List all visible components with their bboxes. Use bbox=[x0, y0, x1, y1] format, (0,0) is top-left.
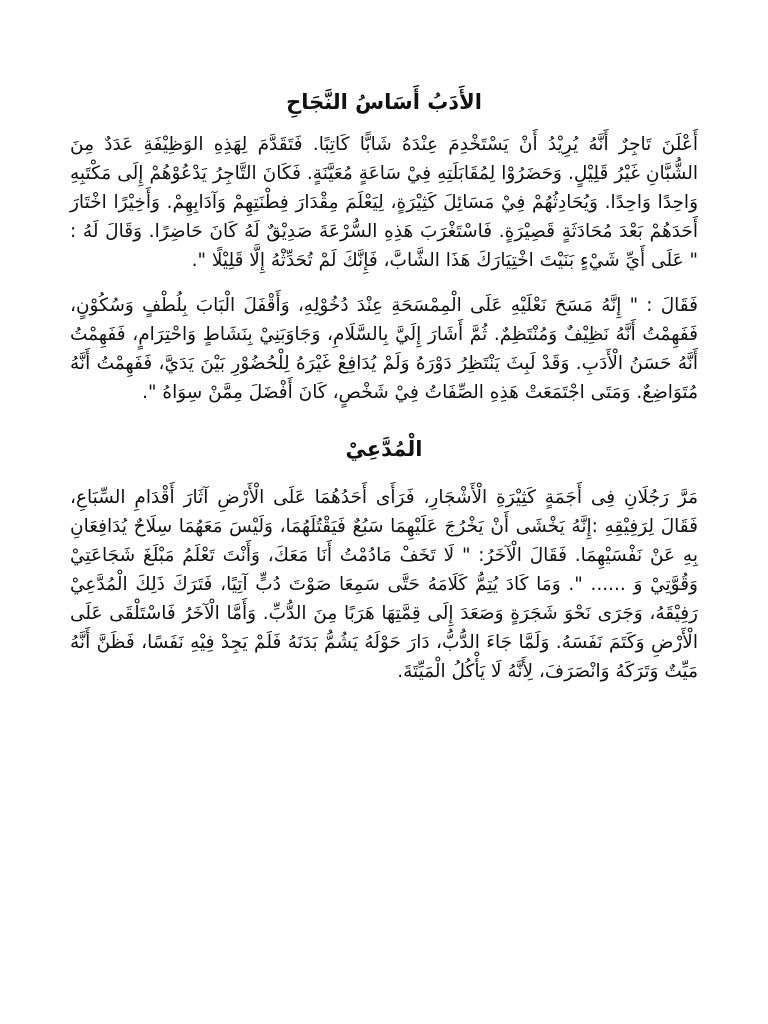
section-pretender bbox=[70, 433, 698, 686]
paragraph: مَرَّ رَجُلَانِ فِى أَجَمَةٍ كَثِيْرَةِ الْأَشْجَارِ، فَرَأَى أَحَدُهُمَا عَلَى الْأَرْضِ آثَارَ أَقْدَامِ السِّبَاعِ، فَقَالَ لِرَفِيْقِهِ :إِنَّهُ يَخْشَى أَنْ يَخْرُجَ عَلَيْهِمَا سَبُعٌ فَيَقْتُلَهُمَا، وَلَيْسَ مَعَهُمَا سِلَاحٌ يُدَافِعَانِ بِهِ عَنْ نَفْسَيْهِمَا. فَقَالَ الْآخَرُ: " لَا تَخَفْ مَادُمْتُ أَنَا مَعَكَ، وَأَنْتَ تَعْلَمُ مَبْلَغَ شَجَاعَتِيْ وَقُوَّتِيْ وَ ...... ". وَمَا كَادَ يُتِمُّ كَلَامَهُ حَتَّى سَمِعَا صَوْتَ دُبٍّ آتِيًا، فَتَرَكَ ذَلِكَ الْمُدَّعِيْ رَفِيْقَهُ، وَجَرَى نَحْوَ شَجَرَةٍ وَصَعَدَ إِلَى قِمَّتِهَا هَرَبًا مِنَ الدُّبِّ. وَأَمَّا الْآخَرُ فَاسْتَلْقَى عَلَى الْأَرْضِ وَكَتَمَ نَفَسَهُ. وَلَمَّا جَاءَ الدُّبُّ، دَارَ حَوْلَهُ يَشُمُّ بَدَنَهُ فَلَمْ يَجِدْ فِيْهِ نَفَسًا، فَظَنَّ أَنَّهُ مَيِّتٌ وَتَرَكَهُ وَانْصَرَفَ، لِأَنَّهُ لَا يَأْكُلُ الْمَيِّتَةَ. bbox=[70, 487, 698, 682]
paragraph: أَعْلَنَ تَاجِرٌ أَنَّهُ يُرِيْدُ أَنْ يَسْتَخْدِمَ عِنْدَهُ شَابًّا كَاتِبًا. فَتَقَدَّمَ لِهَذِهِ الوَظِيْفَةِ عَدَدٌ مِنَ الشُّبَّانِ غَيْرُ قَلِيْلٍ. وَحَضَرُوْا لِمُقَابَلَتِهِ فِيْ سَاعَةٍ مُعَيَّنَةٍ. فَكَانَ التَّاجِرُ يَدْعُوْهُمْ إِلَى مَكْتَبِهِ وَاحِدًا وَاحِدًا. وَيُحَادِثُهُمْ فِيْ مَسَائِلَ كَثِيْرَةٍ، لِيَعْلَمَ مِقْدَارَ فِطْنَتِهِمْ وَآدَابِهِمْ. وَأَخِيْرًا اخْتَارَ أَحَدَهُمْ بَعْدَ مُحَادَثَةٍ قَصِيْرَةٍ. فَاسْتَغْرَبَ هَذِهِ السُّرْعَةَ صَدِيْقٌ لَهُ كَانَ حَاضِرًا. وَقَالَ لَهُ : " عَلَى أَيِّ شَيْءٍ بَنَيْتَ اخْتِيَارَكَ هَذَا الشَّابَّ، فَإِنَّكَ لَمْ تُحَدِّثْهُ إِلَّا قَلِيْلًا ". bbox=[70, 134, 698, 271]
paragraph: فَقَالَ : " إِنَّهُ مَسَحَ نَعْلَيْهِ عَلَى الْمِمْسَحَةِ عِنْدَ دُخُوْلِهِ، وَأَقْفَلَ الْبَابَ بِلُطْفٍ وَسُكُوْنٍ، فَفَهِمْتُ أَنَّهُ نَظِيْفٌ وَمُنْتَظِمٌ. ثُمَّ أَشَارَ إِلَيَّ بِالسَّلَامِ، وَجَاوَبَنِيْ بِنَشَاطٍ وَاحْتِرَامٍ، فَفَهِمْتُ أَنَّهُ حَسَنُ الْأَدَبِ. وَقَدْ لَبِثَ يَنْتَظِرُ دَوْرَهُ وَلَمْ يُدَافِعْ غَيْرَهُ لِلْحُضُوْرِ بَيْنَ يَدَيَّ، فَفَهِمْتُ أَنَّهُ مُتَوَاضِعٌ. وَمَتَى اجْتَمَعَتْ هَذِهِ الصِّفَاتُ فِيْ شَخْصٍ، كَانَ أَفْضَلَ مِمَّنْ سِوَاهُ ". bbox=[70, 295, 698, 403]
section-title: الْمُدَّعِيْ bbox=[345, 437, 423, 461]
section-title: الأَدَبُ أَسَاسُ النَّجَاحِ bbox=[286, 90, 482, 114]
section-etiquette bbox=[70, 86, 698, 407]
